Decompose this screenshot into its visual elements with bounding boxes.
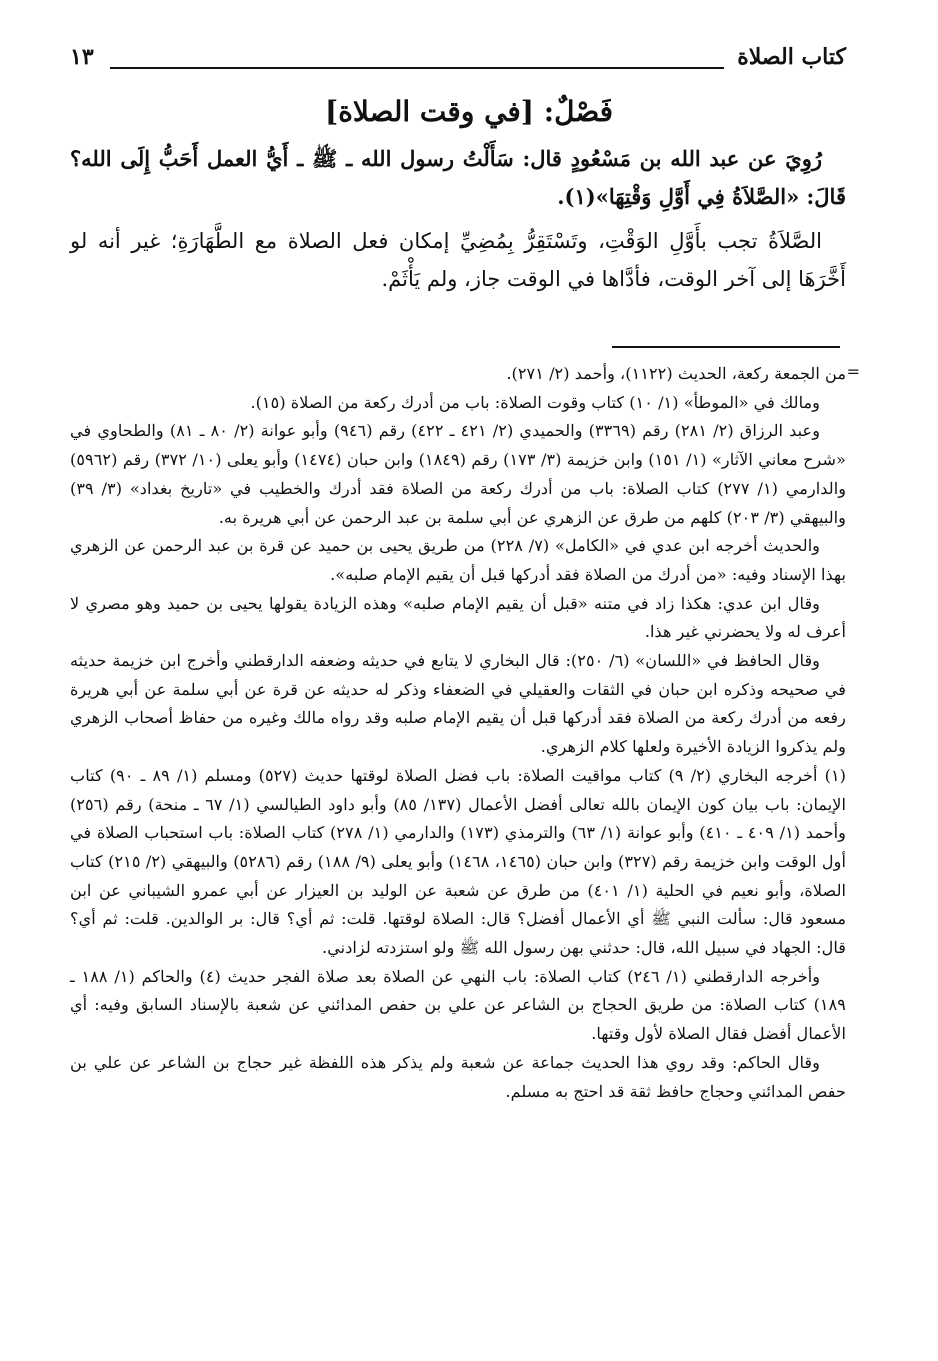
book-title: كتاب الصلاة [737,44,846,70]
footnote-separator [612,346,840,348]
section-title: فَصْلٌ: [في وقت الصلاة] [324,95,614,128]
header-rule [110,67,724,69]
footnote-paragraph: وعبد الرزاق (٢/ ٢٨١) رقم (٣٣٦٩) والحميدي (٢/ ٤٢١ ـ ٤٢٢) رقم (٩٤٦) وأبو عوانة (٢/ ٨٠ ـ ٨١) والطحاوي في «شرح معاني الآثار» (١/ ١٥١) وابن خزيمة (٣/ ١٧٣) رقم (١٨٤٩) وابن حبان (١٤٧٤) وأبو يعلى (١٠/ ٣٧٢) رقم (٥٩٦٢) والدارمي (١/ ٢٧٧) كتاب الصلاة: باب من أدرك ركعة من الصلاة فقد أدرك والخطيب في «تاريخ بغداد» (٣/ ٣٩) والبيهقي (٣/ ٢٠٣) كلهم من طرق عن الزهري عن أبي سلمة بن عبد الرحمن عن أبي هريرة به. [70,421,847,527]
footnote-paragraph: والحديث أخرجه ابن عدي في «الكامل» (٧/ ٢٢٨) من طريق يحيى بن حميد عن قرة بن عبد الرحمن عن الزهري بهذا الإسناد وفيه: «من أدرك من الصلاة فقد أدركها قبل أن يقيم الإمام صلبه». [70,536,846,584]
hadith-paragraph [70,140,846,216]
footnote-1 [70,762,846,963]
running-header [70,44,846,78]
footnotes [70,360,846,1106]
footnote-paragraph: من الجمعة ركعة، الحديث (١١٢٢)، وأحمد (٢/ ٢٧١). [506,364,846,383]
footnote-1-number: (١) [824,765,846,785]
page-number: ١٣ [70,44,94,70]
hadith-text: رُوِيَ عن عبد الله بن مَسْعُودٍ قال: سَأَلْتُ رسول الله ـ ﷺ ـ أَيُّ العمل أَحَبُّ إِلَى الله؟ قَالَ: «الصَّلاَةُ فِي أَوَّلِ وَقْتِهَا»(١). [70,146,846,209]
ruling-paragraph [70,222,846,298]
footnote-paragraph: ومالك في «الموطأ» (١/ ١٠) كتاب وقوت الصلاة: باب من أدرك ركعة من الصلاة (١٥). [250,392,820,412]
footnote-paragraph: وقال ابن عدي: هكذا زاد في متنه «قبل أن يقيم الإمام صلبه» وهذه الزيادة يقولها يحيى بن حميد وهو مصري لا أعرف له ولا يحضرني غير هذا. [70,593,846,642]
ruling-text: الصَّلاَةُ تجب بأَوَّلِ الوَقْتِ، وتَسْتَقِرُّ بِمُضِيِّ إمكان فعل الصلاة مع الطَّهَارَةِ؛ غير أنه لو أَخَّرَهَا إلى آخر الوقت، فأدَّاها في الوقت جاز، ولم يَأْثَمْ. [70,229,846,291]
footnote-paragraph: وأخرجه الدارقطني (١/ ٢٤٦) كتاب الصلاة: باب النهي عن الصلاة بعد صلاة الفجر حديث (٤) والحاكم (١/ ١٨٨ ـ ١٨٩) كتاب الصلاة: من طريق الحجاج بن الشاعر عن علي بن حفص المدائني عن شعبة بالإسناد السابق وفيه: أي الأعمال أفضل فقال الصلاة لأول وقتها. [70,966,846,1044]
footnote-paragraph: وقال الحاكم: وقد روي هذا الحديث جماعة عن شعبة ولم يذكر هذه اللفظة غير حجاج بن الشاعر عن علي بن حفص المدائني وحجاج حافظ ثقة قد احتج به مسلم. [70,1052,846,1101]
footnote-paragraph: وقال الحافظ في «اللسان» (٦/ ٢٥٠): قال البخاري لا يتابع في حديثه وضعفه الدارقطني وأخرج ابن خزيمة حديثه في صحيحه وذكره ابن حبان في الثقات والعقيلي في الضعفاء وذكر له حديثه عن قرة عن أبي سلمة عن أبي هريرة رفعه من أدرك ركعة من الصلاة فقد أدركها قبل أن يقيم الإمام صلبه وقد رواه مالك وغيره من حفاظ أصحاب الزهري ولم يذكروا الزيادة الأخيرة ولعلها كلام الزهري. [70,651,846,757]
continuation-mark: = [846,362,860,381]
footnote-1-text: أخرجه البخاري (٢/ ٩) كتاب مواقيت الصلاة: باب فضل الصلاة لوقتها حديث (٥٢٧) ومسلم (١/ ٨٩ ـ ٩٠) كتاب الإيمان: باب بيان كون الإيمان بالله تعالى أفضل الأعمال (١٣٧/ ٨٥) وأبو داود الطيالسي (١/ ٦٧ ـ منحة) رقم (٢٥٦) وأحمد (١/ ٤٠٩ ـ ٤١٠) وأبو عوانة (١/ ٦٣) والترمذي (١٧٣) والدارمي (١/ ٢٧٨) كتاب الصلاة: باب استحباب الصلاة في أول الوقت وابن خزيمة رقم (٣٢٧) وابن حبان (١٤٦٥، ١٤٦٨) وأبو يعلى (٩/ ١٨٨) رقم (٥٢٨٦) والبيهقي (٢/ ٢١٥) كتاب الصلاة، وأبو نعيم في الحلية (١/ ٤٠١) من طرق عن شعبة عن الوليد بن العيزار عن أبي عمرو الشيباني عن ابن مسعود قال: سألت النبي ﷺ أي الأعمال أفضل؟ قال: الصلاة لوقتها. قلت: ثم أي؟ قال: بر الوالدين. قلت: ثم أي؟ قال: الجهاد في سبيل الله، قال: حدثني بهن رسول الله ﷺ ولو استزدته لزادني. [70,765,846,958]
